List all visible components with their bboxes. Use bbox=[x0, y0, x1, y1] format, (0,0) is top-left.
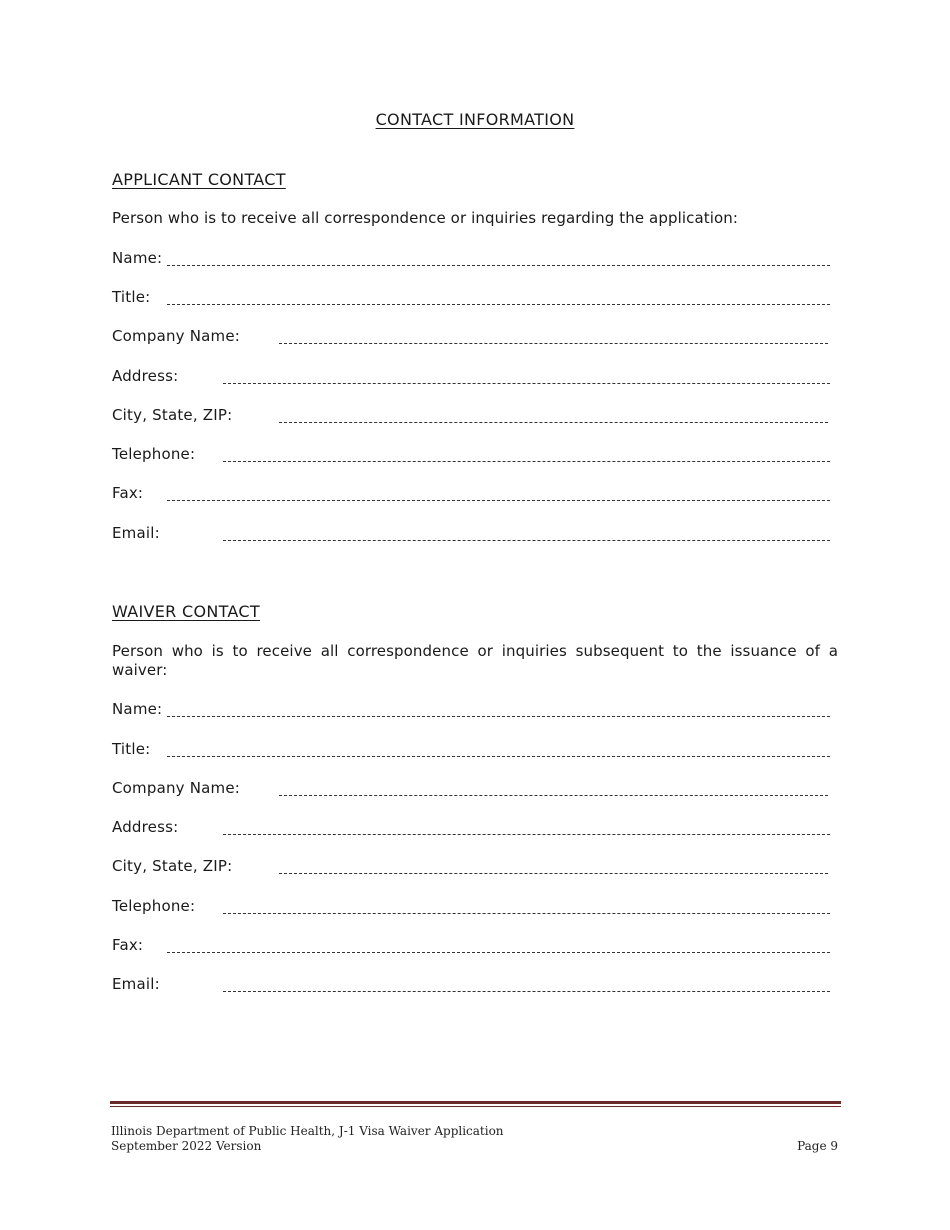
waiver-title-label: Title: bbox=[112, 740, 151, 758]
waiver-name-field[interactable] bbox=[167, 716, 830, 717]
applicant-fax-field[interactable] bbox=[167, 500, 830, 501]
applicant-name-field[interactable] bbox=[167, 265, 830, 266]
applicant-address-field[interactable] bbox=[223, 383, 830, 384]
waiver-telephone-label: Telephone: bbox=[112, 897, 196, 915]
waiver-contact-intro: Person who is to receive all correspondence or inquiries subsequent to the issuance of a waiver: bbox=[112, 642, 838, 679]
waiver-city-state-zip-field[interactable] bbox=[279, 873, 828, 874]
applicant-email-label: Email: bbox=[112, 524, 160, 542]
footer-rule-thick bbox=[110, 1101, 841, 1104]
footer-rule-thin bbox=[110, 1106, 841, 1107]
applicant-telephone-label: Telephone: bbox=[112, 445, 196, 463]
applicant-city-state-zip-label: City, State, ZIP: bbox=[112, 406, 233, 424]
waiver-address-label: Address: bbox=[112, 818, 179, 836]
waiver-contact-heading: WAIVER CONTACT bbox=[112, 602, 260, 621]
applicant-city-state-zip-field[interactable] bbox=[279, 422, 828, 423]
waiver-address-field[interactable] bbox=[223, 834, 830, 835]
applicant-telephone-field[interactable] bbox=[223, 461, 830, 462]
page-title: CONTACT INFORMATION bbox=[375, 110, 575, 129]
waiver-city-state-zip-label: City, State, ZIP: bbox=[112, 857, 233, 875]
waiver-title-field[interactable] bbox=[167, 756, 830, 757]
waiver-telephone-field[interactable] bbox=[223, 913, 830, 914]
applicant-name-label: Name: bbox=[112, 249, 163, 267]
applicant-contact-intro: Person who is to receive all correspondence or inquiries regarding the application: bbox=[112, 209, 739, 227]
waiver-fax-label: Fax: bbox=[112, 936, 144, 954]
waiver-email-field[interactable] bbox=[223, 991, 830, 992]
footer-organization: Illinois Department of Public Health, J-1 Visa Waiver Application bbox=[111, 1124, 504, 1138]
applicant-address-label: Address: bbox=[112, 367, 179, 385]
applicant-email-field[interactable] bbox=[223, 540, 830, 541]
applicant-contact-heading: APPLICANT CONTACT bbox=[112, 170, 286, 189]
applicant-fax-label: Fax: bbox=[112, 484, 144, 502]
applicant-title-field[interactable] bbox=[167, 304, 830, 305]
waiver-fax-field[interactable] bbox=[167, 952, 830, 953]
footer-page-number: Page 9 bbox=[797, 1139, 838, 1153]
waiver-email-label: Email: bbox=[112, 975, 160, 993]
applicant-company-field[interactable] bbox=[279, 343, 828, 344]
waiver-name-label: Name: bbox=[112, 700, 163, 718]
footer-version: September 2022 Version bbox=[111, 1139, 262, 1153]
waiver-company-label: Company Name: bbox=[112, 779, 241, 797]
applicant-company-label: Company Name: bbox=[112, 327, 241, 345]
applicant-title-label: Title: bbox=[112, 288, 151, 306]
waiver-company-field[interactable] bbox=[279, 795, 828, 796]
